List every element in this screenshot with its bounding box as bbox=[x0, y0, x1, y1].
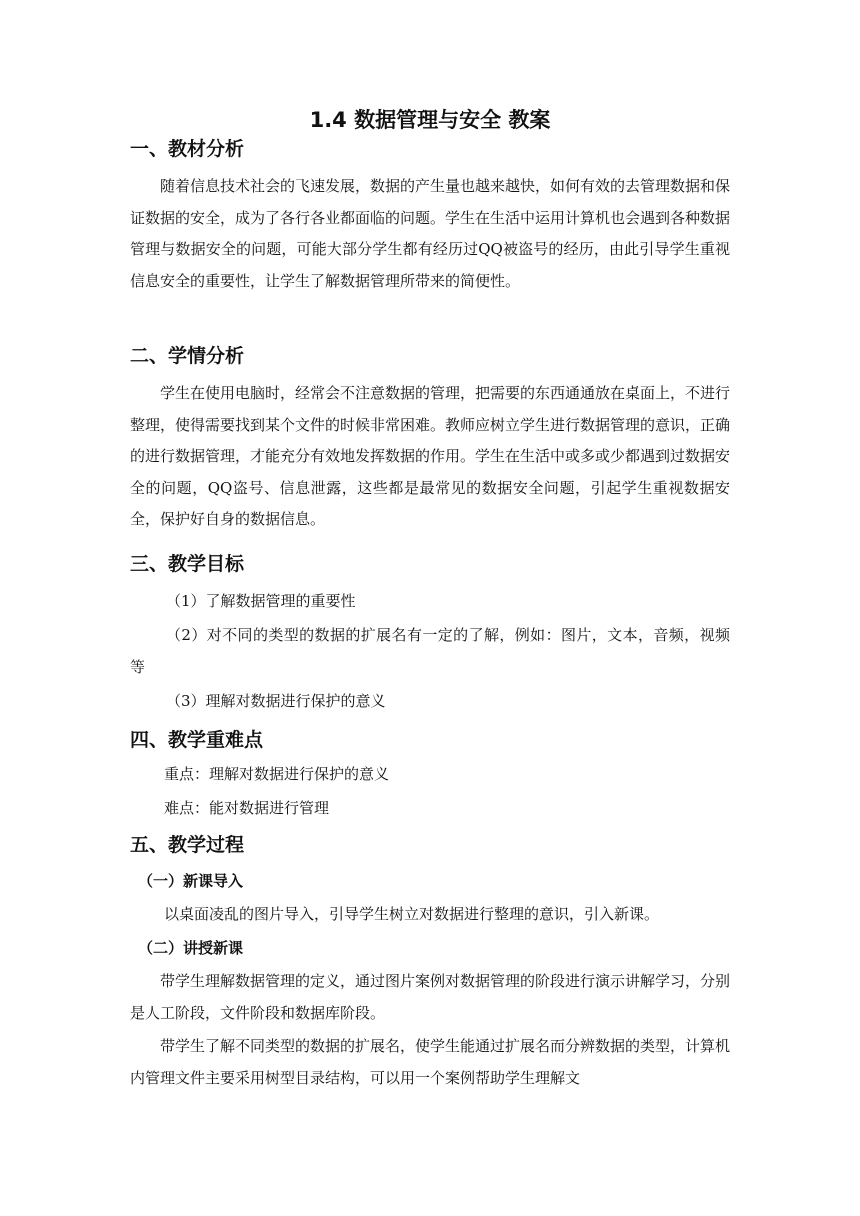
section-heading-teaching-goals: 三、教学目标 bbox=[130, 553, 245, 575]
paragraph-new-lesson-1: 带学生理解数据管理的定义，通过图片案例对数据管理的阶段进行演示讲解学习，分别是人工阶段，文件阶段和数据库阶段。 bbox=[130, 972, 731, 1022]
subsection-heading-new-lesson: （二）讲授新课 bbox=[138, 939, 244, 957]
document-title: 1.4 数据管理与安全 教案 bbox=[309, 108, 551, 132]
paragraph-textbook-analysis: 随着信息技术社会的飞速发展，数据的产生量也越来越快，如何有效的去管理数据和保证数据的安全，成为了各行各业都面临的问题。学生在生活中运用计算机也会遇到各种数据管理与数据安全的问题，可能大部分学生都有经历过QQ被盗号的经历，由此引导学生重视信息安全的重要性，让学生了解数据管理所带来的简便性。 bbox=[130, 177, 731, 290]
goal-item-3: （3）理解对数据进行保护的意义 bbox=[166, 692, 386, 710]
goal-item-1: （1）了解数据管理的重要性 bbox=[166, 592, 356, 610]
goal-item-2: （2）对不同的类型的数据的扩展名有一定的了解，例如：图片，文本，音频，视频等 bbox=[130, 626, 730, 676]
section-heading-teaching-process: 五、教学过程 bbox=[130, 834, 245, 856]
section-heading-textbook-analysis: 一、教材分析 bbox=[130, 138, 245, 160]
section-heading-student-analysis: 二、学情分析 bbox=[130, 345, 245, 367]
section-heading-key-points: 四、教学重难点 bbox=[130, 729, 264, 751]
key-point: 重点：理解对数据进行保护的意义 bbox=[164, 765, 390, 783]
paragraph-new-lesson-2: 带学生了解不同类型的数据的扩展名，使学生能通过扩展名而分辨数据的类型，计算机内管理文件主要采用树型目录结构，可以用一个案例帮助学生理解文 bbox=[130, 1037, 731, 1087]
difficult-point: 难点：能对数据进行管理 bbox=[164, 799, 330, 817]
subsection-heading-introduction: （一）新课导入 bbox=[138, 872, 244, 890]
paragraph-student-analysis: 学生在使用电脑时，经常会不注意数据的管理，把需要的东西通通放在桌面上，不进行整理，使得需要找到某个文件的时候非常困难。教师应树立学生进行数据管理的意识，正确的进行数据管理，才能充分有效地发挥数据的作用。学生在生活中或多或少都遇到过数据安全的问题，QQ盗号、信息泄露，这些都是最常见的数据安全问题，引起学生重视数据安全，保护好自身的数据信息。 bbox=[130, 384, 731, 528]
paragraph-introduction: 以桌面凌乱的图片导入，引导学生树立对数据进行整理的意识，引入新课。 bbox=[164, 905, 660, 923]
